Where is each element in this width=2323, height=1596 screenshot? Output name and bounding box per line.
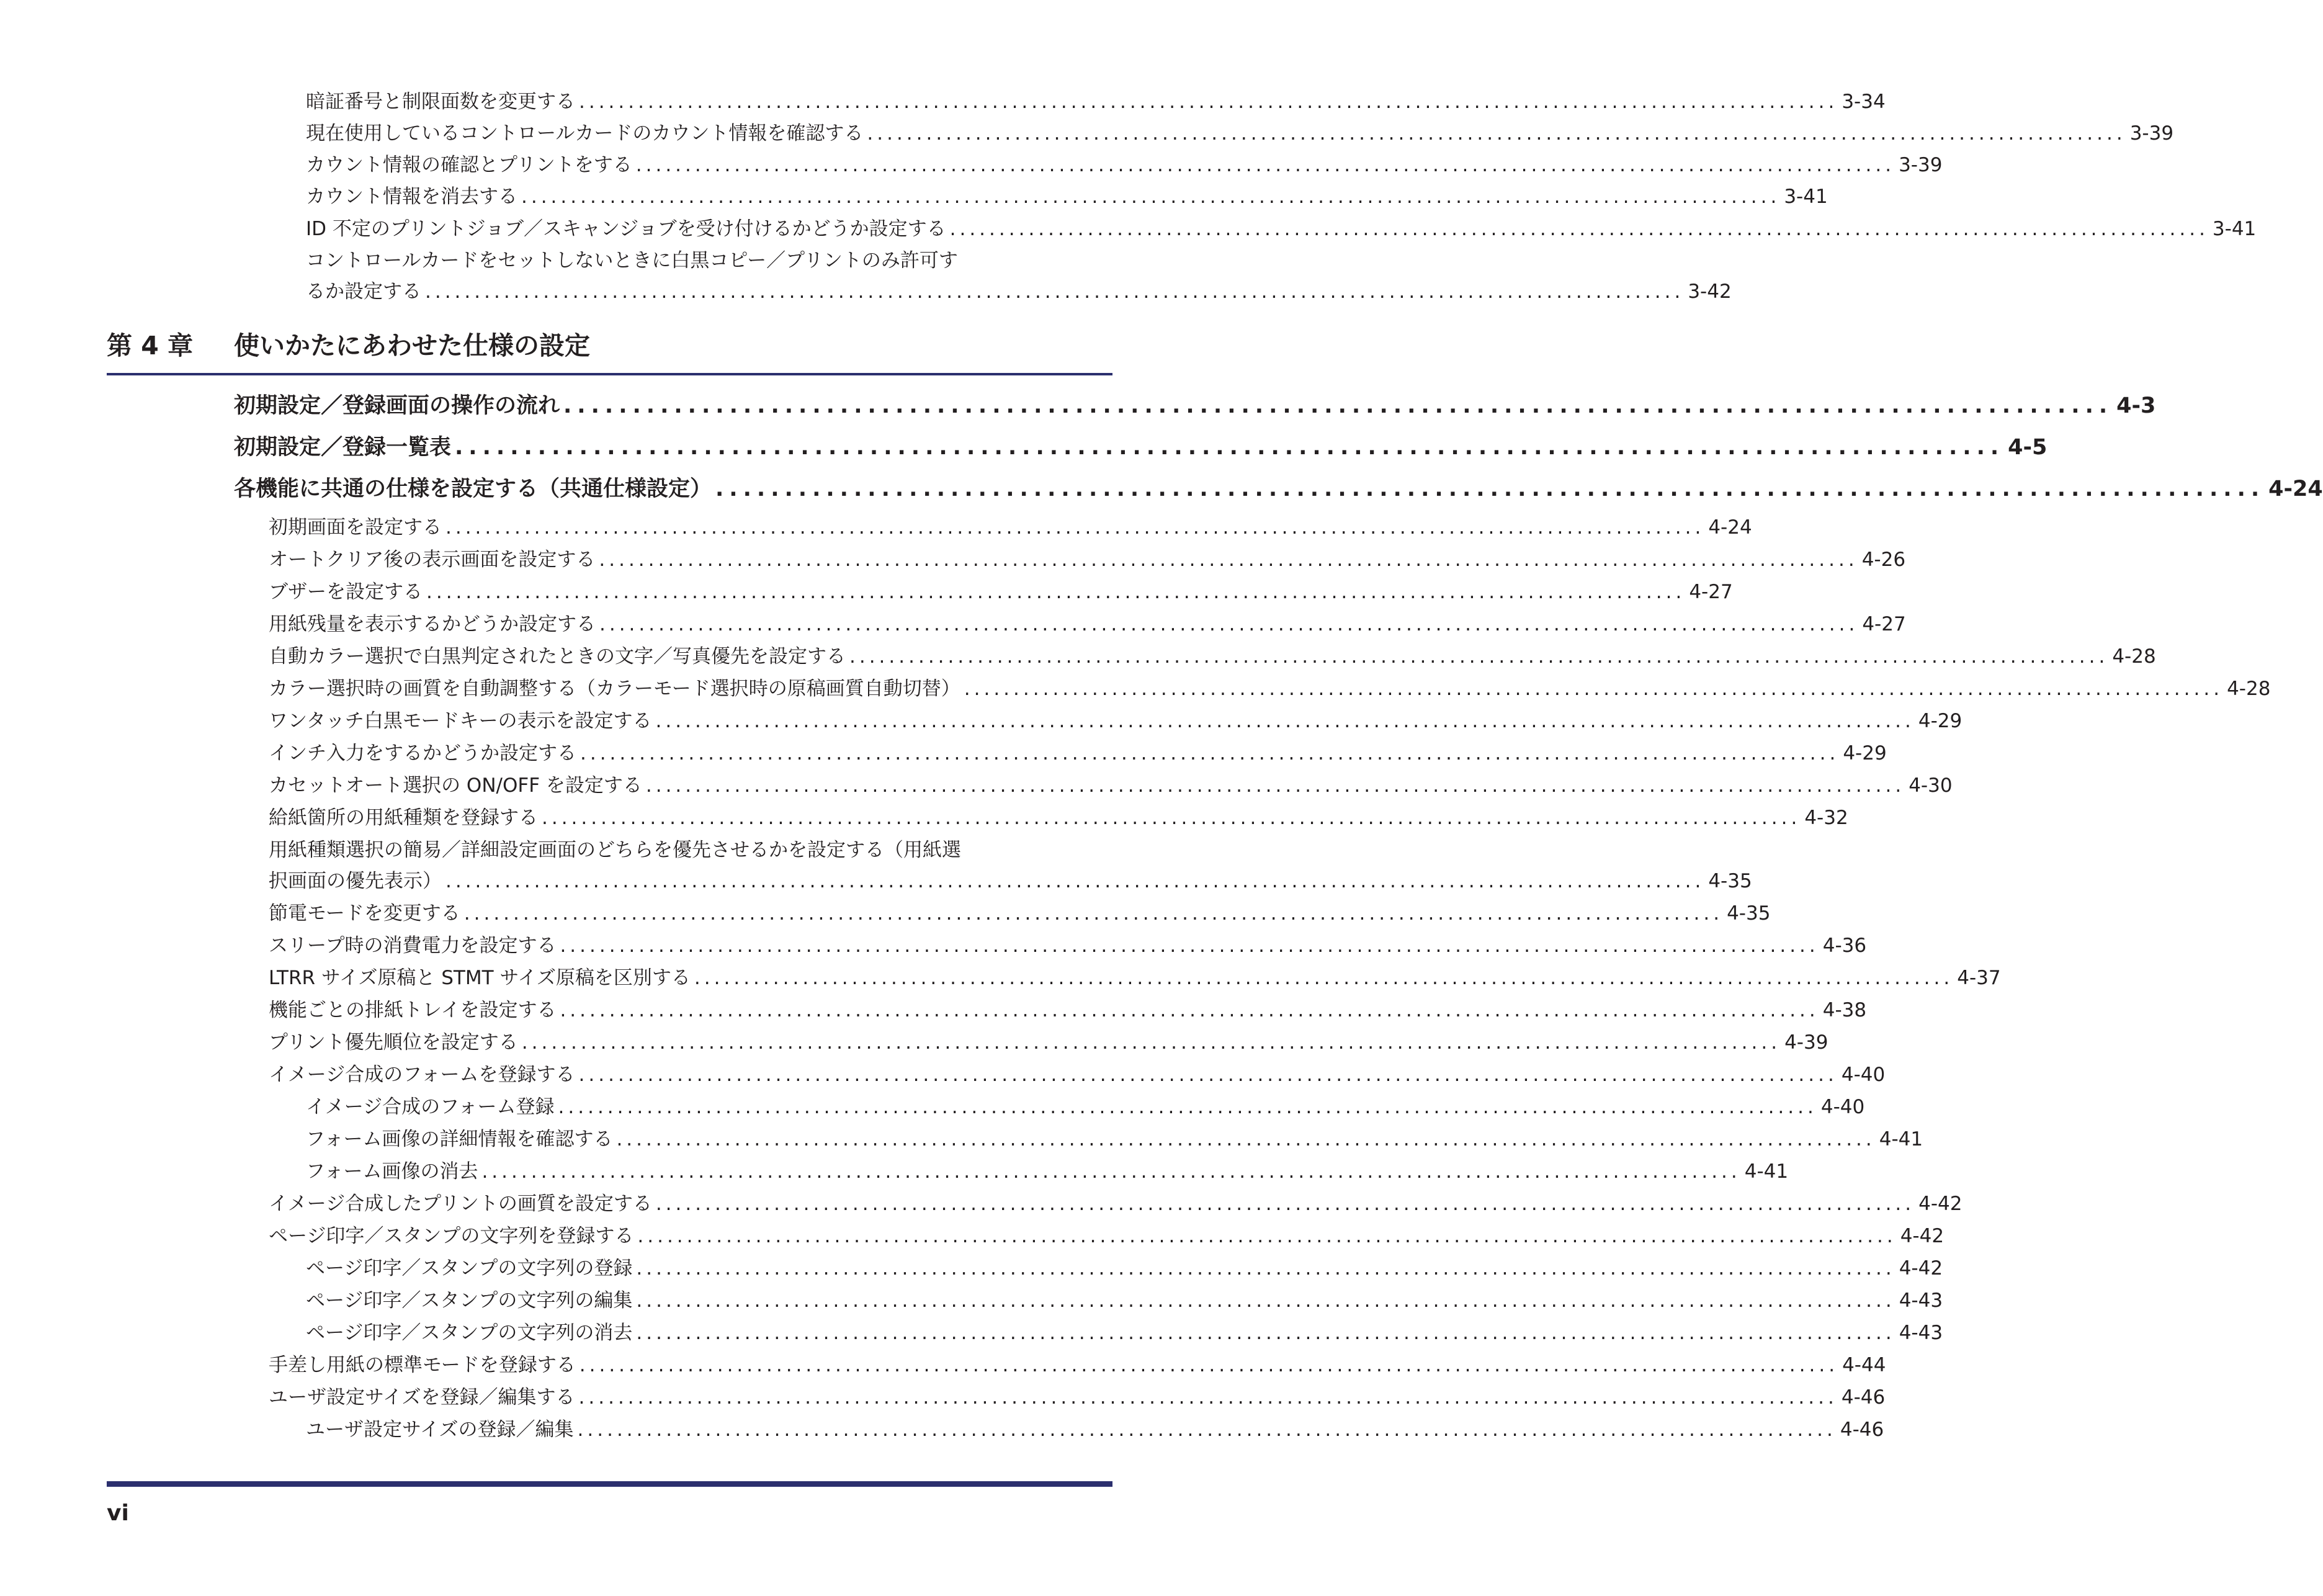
leader-dots: ................................................................................................................................ [655,1193,1915,1215]
toc-entry-page: 4-28 [2112,645,2156,668]
toc-entry[interactable] [269,673,2271,701]
chapter-heading [107,325,590,362]
toc-entry[interactable] [269,544,1906,572]
toc-entry[interactable] [269,865,1752,893]
toc-entry[interactable] [269,962,2001,990]
chapter-title: 使いかたにあわせた仕様の設定 [234,331,590,361]
leader-dots: ................................................................................................................................ [599,613,1859,635]
toc-subentry[interactable] [306,1123,1923,1151]
toc-entry-title: 手差し用紙の標準モードを登録する [269,1354,576,1376]
toc-entry[interactable] [269,705,1963,733]
leader-dots: ................................................................................................................ [455,435,2005,460]
leader-dots: ................................................................................................................ [563,393,2113,418]
toc-entry-page: 3-42 [1688,280,1732,303]
leader-dots: ................................................................................................................................ [425,280,1685,303]
toc-subentry[interactable] [306,1317,1943,1345]
leader-dots: ................................................................................................................................ [635,154,1896,176]
toc-section[interactable] [234,472,2323,503]
toc-entry-title-line2: 択画面の優先表示） [269,870,442,892]
leader-dots: ................................................................................................................................ [867,122,2126,145]
toc-entry-page: 3-41 [2212,218,2257,240]
leader-dots: ................................................................................................................................ [521,1031,1781,1054]
toc-subentry[interactable] [306,1284,1943,1312]
toc-entry-page: 4-26 [1861,549,1906,571]
toc-entry-title: フォーム画像の詳細情報を確認する [306,1128,613,1150]
leader-dots: ................................................................................................................................ [599,549,1858,571]
toc-entry-page: 4-29 [1843,742,1887,764]
toc-entry-page: 4-36 [1822,935,1867,957]
toc-entry[interactable] [269,1059,1886,1087]
toc-entry-title-line2: るか設定する [306,280,421,303]
toc-entry-title: ブザーを設定する [269,581,423,603]
toc-entry-title: カラー選択時の画質を自動調整する（カラーモード選択時の原稿画質自動切替） [269,678,960,700]
toc-section-page: 4-24 [2268,477,2323,501]
toc-entry-title: カウント情報を消去する [306,186,517,208]
toc-entry[interactable] [306,117,2174,145]
toc-entry-title: ID 不定のプリントジョブ／スキャンジョブを受け付けるかどうか設定する [306,218,946,240]
toc-entry[interactable] [269,1349,1886,1377]
toc-entry-title: イメージ合成のフォーム登録 [306,1096,555,1118]
toc-entry-title: 用紙残量を表示するかどうか設定する [269,613,596,635]
toc-entry-page: 4-41 [1879,1128,1923,1150]
toc-entry-title: LTRR サイズ原稿と STMT サイズ原稿を区別する [269,967,691,989]
leader-dots: ................................................................................................................................ [445,516,1705,539]
toc-entry-title: スリープ時の消費電力を設定する [269,935,557,957]
toc-entry-page: 3-41 [1784,186,1828,208]
toc-entry-page: 4-35 [1708,870,1752,892]
toc-entry-title: カウント情報の確認とプリントをする [306,154,632,176]
toc-entry[interactable] [269,737,1887,765]
leader-dots: ................................................................................................................................ [445,870,1705,892]
toc-entry-page: 4-41 [1744,1160,1789,1183]
toc-entry[interactable] [269,897,1771,925]
toc-entry-title: フォーム画像の消去 [306,1160,478,1183]
toc-entry[interactable] [269,994,1867,1022]
toc-entry-title: イメージ合成したプリントの画質を設定する [269,1193,652,1215]
leader-dots: ................................................................................................................................ [579,1354,1839,1376]
leader-dots: ................................................................................................................................ [558,1096,1817,1118]
toc-subentry[interactable] [306,1252,1943,1280]
leader-dots: ................................................................................................................................ [426,581,1686,603]
toc-entry-page: 4-42 [1918,1193,1963,1215]
toc-entry-page: 4-27 [1862,613,1906,635]
toc-entry[interactable] [269,1188,1963,1216]
toc-section-page: 4-5 [2008,435,2048,460]
toc-entry[interactable] [269,769,1953,797]
toc-entry-page: 4-35 [1727,902,1771,925]
toc-entry-page: 4-46 [1841,1386,1886,1409]
toc-entry[interactable] [306,276,1732,303]
toc-subentry[interactable] [306,1414,1884,1441]
toc-entry-page: 4-29 [1918,710,1963,732]
leader-dots: ................................................................................................................................ [964,678,2224,700]
chapter-number: 第 4 章 [107,331,194,361]
toc-entry-title: 初期画面を設定する [269,516,442,539]
leader-dots: ................................................................................................................................ [580,742,1840,764]
toc-entry[interactable] [306,86,1886,114]
toc-entry[interactable] [269,1220,1945,1248]
toc-entry-page: 4-37 [1957,967,2001,989]
leader-dots: ................................................................................................................................ [616,1128,1876,1150]
toc-section[interactable] [234,388,2156,419]
leader-dots: ................................................................................................................................ [655,710,1915,732]
toc-entry-title: プリント優先順位を設定する [269,1031,518,1054]
toc-entry-title: 給紙箇所の用紙種類を登録する [269,807,538,829]
toc-entry-title-line1[interactable]: 用紙種類選択の簡易／詳細設定画面のどちらを優先させるかを設定する（用紙選 [269,839,961,861]
leader-dots: ................................................................................................................................ [849,645,2109,668]
leader-dots: ................................................................................................................................ [577,1419,1837,1441]
toc-entry[interactable] [269,930,1867,957]
toc-section-title: 各機能に共通の仕様を設定する（共通仕様設定） [234,477,712,501]
toc-entry[interactable] [269,576,1733,604]
toc-entry-title: イメージ合成のフォームを登録する [269,1064,575,1086]
leader-dots: ................................................................................................................................ [645,774,1905,797]
toc-entry-title: 機能ごとの排紙トレイを設定する [269,999,557,1021]
toc-entry[interactable] [269,802,1848,830]
toc-subentry[interactable] [306,1155,1789,1183]
toc-entry[interactable] [269,1381,1886,1409]
toc-entry[interactable] [306,149,1943,177]
toc-entry-title: ワンタッチ白黒モードキーの表示を設定する [269,710,652,732]
toc-entry-title: 節電モードを変更する [269,902,460,925]
toc-entry-page: 3-39 [1899,154,1943,176]
toc-entry-page: 4-30 [1909,774,1953,797]
toc-entry-title: ページ印字／スタンプの文字列を登録する [269,1225,634,1247]
toc-entry-title: 現在使用しているコントロールカードのカウント情報を確認する [306,122,864,145]
toc-section-title: 初期設定／登録画面の操作の流れ [234,393,560,418]
leader-dots: ................................................................................................................................ [636,1289,1896,1312]
leader-dots: ................................................................................................................................ [949,218,2209,240]
leader-dots: ................................................................................................................................ [560,935,1819,957]
toc-entry-title: ページ印字／スタンプの文字列の編集 [306,1289,633,1312]
toc-entry-page: 4-27 [1689,581,1733,603]
toc-entry[interactable] [269,1026,1828,1054]
toc-entry-title: インチ入力をするかどうか設定する [269,742,576,764]
toc-entry-title-line1[interactable]: コントロールカードをセットしないときに白黒コピー／プリントのみ許可す [306,249,958,272]
leader-dots: ................................................................................................................................ [579,91,1838,113]
toc-entry[interactable] [269,608,1906,636]
leader-dots: ................................................................................................................................ [521,186,1781,208]
toc-entry-page: 4-38 [1822,999,1867,1021]
toc-entry-page: 4-43 [1899,1289,1943,1312]
leader-dots: ................................................................................................................................ [481,1160,1741,1183]
toc-entry-title: カセットオート選択の ON/OFF を設定する [269,774,642,797]
leader-dots: ................................................................................................................................ [636,1322,1896,1344]
toc-entry-page: 4-43 [1899,1322,1943,1344]
leader-dots: ................................................................................................................ [715,477,2265,501]
leader-dots: ................................................................................................................................ [578,1386,1838,1409]
toc-entry-page: 4-46 [1840,1419,1884,1441]
toc-entry-page: 4-24 [1708,516,1752,539]
toc-section-title: 初期設定／登録一覧表 [234,435,452,460]
toc-entry-title: オートクリア後の表示画面を設定する [269,549,596,571]
toc-entry-page: 4-32 [1804,807,1848,829]
leader-dots: ................................................................................................................................ [694,967,1954,989]
toc-entry-title: 暗証番号と制限面数を変更する [306,91,575,113]
toc-section[interactable] [234,430,2048,461]
toc-entry-title: ユーザ設定サイズを登録／編集する [269,1386,575,1409]
toc-entry-page: 3-34 [1842,91,1886,113]
toc-entry-title: ユーザ設定サイズの登録／編集 [306,1419,574,1441]
leader-dots: ................................................................................................................................ [560,999,1819,1021]
toc-entry-title: 自動カラー選択で白黒判定されたときの文字／写真優先を設定する [269,645,846,668]
toc-entry[interactable] [269,511,1752,539]
toc-entry[interactable] [306,181,1828,208]
toc-entry-page: 4-42 [1899,1257,1943,1280]
toc-entry-page: 4-40 [1820,1096,1865,1118]
chapter-divider [107,373,1112,375]
toc-entry-page: 4-40 [1841,1064,1886,1086]
toc-entry-page: 4-28 [2227,678,2271,700]
toc-entry-page: 3-39 [2129,122,2174,145]
toc-section-page: 4-3 [2116,393,2156,418]
leader-dots: ................................................................................................................................ [637,1225,1897,1247]
leader-dots: ................................................................................................................................ [578,1064,1838,1086]
toc-entry-title: ページ印字／スタンプの文字列の登録 [306,1257,633,1280]
toc-entry-page: 4-42 [1900,1225,1945,1247]
toc-subentry[interactable] [306,1091,1865,1119]
toc-entry[interactable] [306,213,2257,241]
leader-dots: ................................................................................................................................ [542,807,1801,829]
footer-divider [107,1481,1112,1487]
toc-entry-page: 4-39 [1784,1031,1828,1054]
toc-entry[interactable] [269,640,2156,668]
leader-dots: ................................................................................................................................ [463,902,1724,925]
leader-dots: ................................................................................................................................ [636,1257,1896,1280]
page-number: vi [107,1500,129,1526]
toc-entry-title: ページ印字／スタンプの文字列の消去 [306,1322,633,1344]
toc-entry-page: 4-44 [1842,1354,1886,1376]
